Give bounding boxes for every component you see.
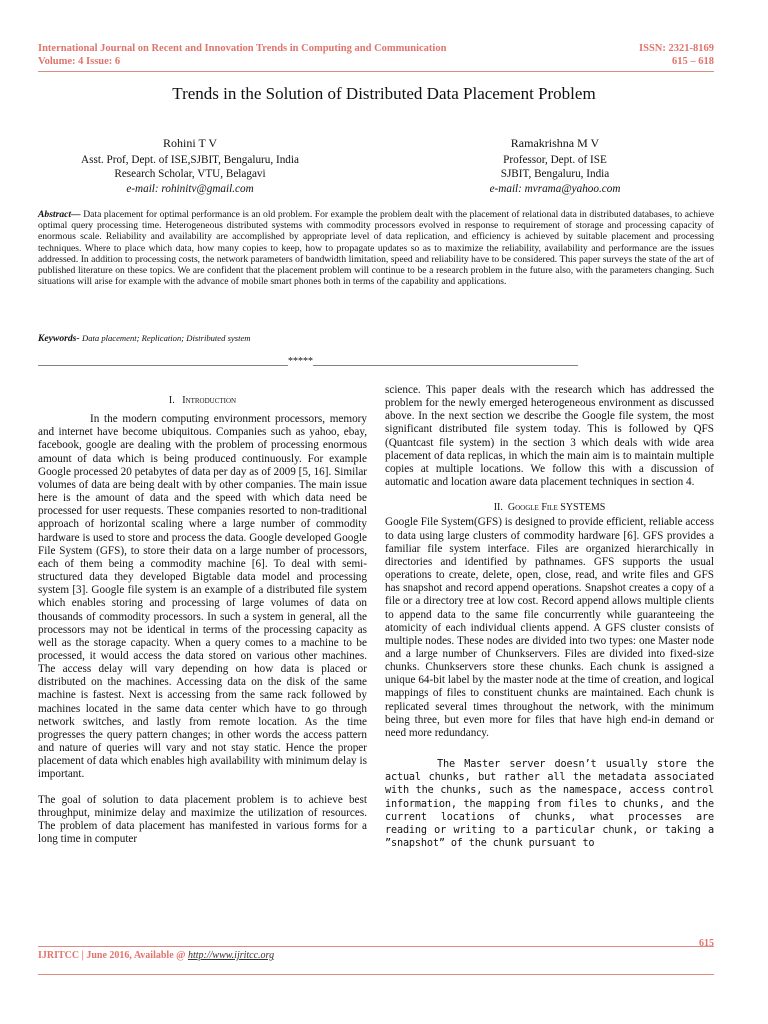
intro-paragraph-3: science. This paper deals with the research which has addressed the problem for the newly emerged heterogeneous environment as discussed above. In the next section we describe the Google file system, the most significant distributed file system today. This is followed by QFS (Quantcast file system) in the section 3 which deals with wide area placement of data replicas, in which the main aim is to maintain multiple copies at multiple locations. We follow this with a discussion of automatic and location aware data placement techniques in section 4. bbox=[385, 384, 714, 489]
section-1-title: Introduction bbox=[182, 395, 237, 406]
gfs-paragraph-1: Google File System(GFS) is designed to provide efficient, reliable access to data using large clusters of commodity hardware [6]. GFS provides a familiar file system interface. Files are organized hierarchically in directories and identified by pathnames. GFS supports the usual operations to create, delete, open, close, read, and write files and GFS has snapshot and record append operations. Snapshot creates a copy of a file or a directory tree at low cost. Record append allows multiple clients to append data to the same file concurrently while guaranteeing the atomicity of each individual clients append. A GFS cluster consists of multiple nodes. These nodes are divided into two types: one Master node and a large number of Chunkservers. Files are divided into fixed-size chunks. Chunkservers store these chunks. Each chunk is assigned a unique 64-bit label by the master node at the time of creation, and logical mappings of files to constituent chunks are maintained. Each chunk is replicated several times throughout the network, with the minimum being three, but even more for files that have high end-in demand or need more redundancy. bbox=[385, 516, 714, 739]
abstract-label: Abstract— bbox=[38, 209, 81, 220]
gfs-paragraph-2: The Master server doesn’t usually store the actual chunks, but rather all the metadata associated with the chunks, such as the namespace, access control information, the mapping from files to chunks, and the current locations of chunks, what processes are reading or writing to a particular chunk, or taking a ”snapshot” of the chunk pursuant to bbox=[385, 759, 714, 850]
author-1-email: e-mail: rohinitv@gmail.com bbox=[126, 182, 254, 195]
footer bbox=[38, 950, 714, 961]
journal-volume: Volume: 4 Issue: 6 bbox=[38, 56, 121, 67]
journal-info bbox=[38, 42, 446, 68]
footer-bottom-rule bbox=[38, 974, 714, 975]
intro-paragraph-1: In the modern computing environment processors, memory and internet have become ubiquitous. Companies such as yahoo, ebay, facebook, google are dealing with the problem of processing enormous amount of data which is being produced continuously. For example Google processed 20 petabytes of data per day as of 2009 [5, 16]. Similar volumes of data are being dealt with by other companies. The main issue here is the amount of data and the speed with which data need be processed for user requests. These companies resorted to non-traditional approach of horizontal scaling where a large number of commodity hardware is used to store and process the data. Google developed Google File System (GFS), to store their data on a large number of processors, each of them being a commodity machine [6]. To deal with semi-structured data they developed Bigtable data model and processing system [3]. Google file system is an example of a distributed file system which enables storing and processing of large volumes of data on thousands of commodity processors. In such a system in general, all the processors may not be identical in terms of the processing capacity as well as the storage capacity. When a query comes to a machine to be processed, it would access the data stored on various other machines. The access delay will vary depending on how data is placed or distributed on the machines. Accessing data on the disk of the same machine is fastest. Next is accessing from the same rack followed by machines located in the same data center which have to go through network switches, and lastly from remote location. As the time progresses the query pattern changes; in other words the access pattern and nature of queries will vary and not stay static. Hence the proper placement of data which enables high availability with minimum delay is important. bbox=[38, 413, 368, 781]
section-2-heading bbox=[385, 501, 714, 514]
author-2-affiliation-2: SJBIT, Bengaluru, India bbox=[500, 168, 610, 181]
author-2-affiliation: Professor, Dept. of ISE bbox=[503, 154, 607, 167]
footer-text: IJRITCC | June 2016, Available @ bbox=[38, 950, 186, 961]
author-1 bbox=[60, 136, 320, 196]
section-2-title-tail: SYSTEMS bbox=[560, 502, 606, 514]
journal-name: International Journal on Recent and Innovation Trends in Computing and Communication bbox=[38, 43, 447, 54]
keywords-text: Data placement; Replication; Distributed system bbox=[81, 333, 251, 343]
intro-paragraph-2: The goal of solution to data placement problem is to achieve best throughput, minimize delay and maximize the utilization of resources. The problem of data placement has manifested in various forms for a long time in computer bbox=[38, 793, 367, 845]
footer-link[interactable]: http://www.ijritcc.org bbox=[187, 950, 275, 961]
section-2-title: Google File bbox=[507, 502, 558, 514]
section-1-heading bbox=[38, 394, 367, 407]
section-2-number: II. bbox=[493, 502, 503, 514]
author-1-affiliation: Asst. Prof, Dept. of ISE,SJBIT, Bengaluru, India bbox=[81, 154, 299, 167]
author-1-name: Rohini T V bbox=[162, 136, 218, 150]
paper-title: Trends in the Solution of Distributed Data Placement Problem bbox=[172, 84, 596, 103]
page-number: 615 bbox=[699, 938, 714, 949]
keywords-label: Keywords- bbox=[38, 333, 80, 344]
author-2 bbox=[440, 136, 670, 196]
footer-rule bbox=[38, 946, 714, 947]
journal-pages: 615 – 618 bbox=[672, 56, 714, 67]
keywords bbox=[38, 333, 714, 344]
author-1-affiliation-2: Research Scholar, VTU, Belagavi bbox=[114, 168, 266, 181]
abstract-text: Data placement for optimal performance is an old problem. For example the problem dealt with the placement of relational data in distributed databases, to achieve optimal query processing time. Heterogeneous distributed systems with commodity processors evolved in response to requirement of storage and processing capacity of enormous scale. Reliability and availability are accomplished by appropriate level of data replication, and efficiency is achieved by suitable placement and processing techniques. Where to place which data, how many copies to keep, how to propagate updates so as to maximize the reliability, availability and performance are the issues addressed. In addition to processing costs, the network parameters of bandwidth limitation, speed and reliability have to be considered. This paper surveys the state of the art of published literature on these topics. We are confident that the placement problem will continue to be a research problem in the future also, with the parameters changing. Such situations will arise for example with the advance of mobile smart phones both in terms of the capability and applications. bbox=[38, 209, 714, 288]
section-separator: __________________________________________________*****_____________________________________________________ bbox=[38, 356, 578, 367]
left-column bbox=[38, 384, 367, 846]
journal-issn: ISSN: 2321-8169 bbox=[639, 43, 714, 54]
header-rule bbox=[38, 71, 714, 72]
abstract bbox=[38, 209, 714, 287]
section-1-number: I. bbox=[168, 395, 175, 406]
right-column bbox=[385, 384, 714, 850]
author-2-name: Ramakrishna M V bbox=[510, 136, 600, 150]
journal-issn-block bbox=[639, 42, 714, 68]
author-2-email: e-mail: mvrama@yahoo.com bbox=[489, 182, 621, 195]
